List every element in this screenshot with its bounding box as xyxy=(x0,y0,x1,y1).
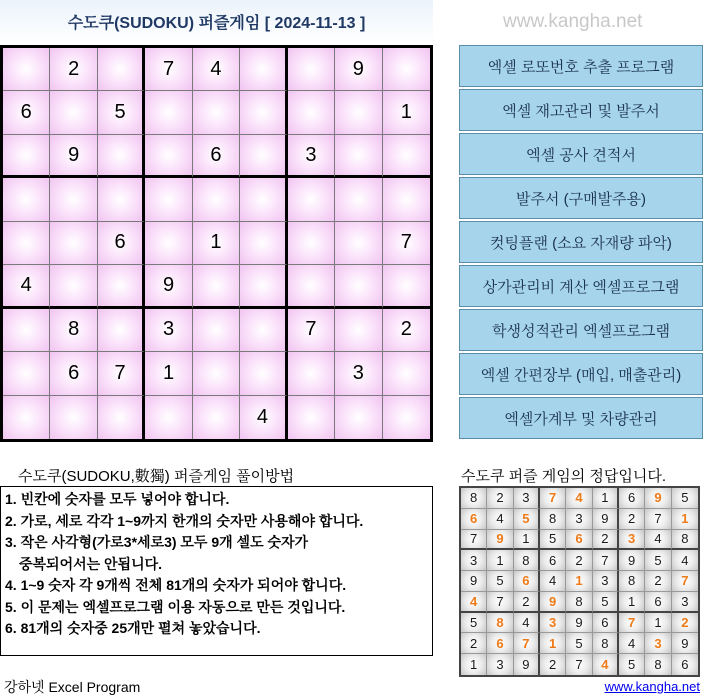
sudoku-puzzle-grid xyxy=(0,45,433,442)
howto-line-6: 6. 81개의 숫자중 25개만 펼쳐 놓았습니다. xyxy=(5,620,261,636)
puzzle-cell[interactable] xyxy=(50,265,97,308)
puzzle-cell[interactable] xyxy=(145,396,192,439)
answer-cell: 7 xyxy=(566,654,592,675)
answer-cell: 8 xyxy=(487,613,513,634)
answer-cell: 4 xyxy=(619,633,645,654)
puzzle-cell[interactable] xyxy=(288,48,335,91)
footer-brand: 강하넷 Excel Program xyxy=(4,679,141,695)
menu-item[interactable]: 엑셀가계부 및 차량관리 xyxy=(459,397,703,439)
answer-cell: 1 xyxy=(672,509,698,530)
puzzle-cell[interactable] xyxy=(288,396,335,439)
puzzle-cell[interactable] xyxy=(288,91,335,134)
answer-cell: 5 xyxy=(540,530,566,551)
answer-cell: 2 xyxy=(540,654,566,675)
puzzle-cell[interactable] xyxy=(240,352,287,395)
answer-cell: 2 xyxy=(461,633,487,654)
puzzle-cell[interactable]: 5 xyxy=(98,91,145,134)
answer-cell: 2 xyxy=(514,592,540,613)
puzzle-cell[interactable] xyxy=(335,222,382,265)
answer-cell: 7 xyxy=(487,592,513,613)
howto-box xyxy=(0,486,433,656)
puzzle-cell[interactable]: 6 xyxy=(193,135,240,178)
puzzle-cell[interactable] xyxy=(383,265,430,308)
menu-item[interactable]: 발주서 (구매발주용) xyxy=(459,177,703,219)
menu-item[interactable]: 엑셀 간편장부 (매입, 매출관리) xyxy=(459,353,703,395)
answer-cell: 5 xyxy=(645,550,671,571)
answer-cell: 8 xyxy=(593,633,619,654)
howto-line-3: 3. 작은 사각형(가로3*세로3) 모두 9개 셀도 숫자가 xyxy=(5,534,309,550)
puzzle-cell[interactable] xyxy=(383,396,430,439)
answer-cell: 6 xyxy=(487,633,513,654)
puzzle-cell[interactable] xyxy=(3,48,50,91)
puzzle-cell[interactable]: 4 xyxy=(3,265,50,308)
puzzle-cell[interactable] xyxy=(145,135,192,178)
howto-line-4: 4. 1~9 숫자 각 9개씩 전체 81개의 숫자가 되어야 합니다. xyxy=(5,577,347,593)
puzzle-cell[interactable]: 9 xyxy=(145,265,192,308)
answer-cell: 1 xyxy=(645,613,671,634)
answer-cell: 1 xyxy=(540,633,566,654)
answer-cell: 3 xyxy=(487,654,513,675)
answer-cell: 1 xyxy=(487,550,513,571)
puzzle-cell[interactable]: 7 xyxy=(288,309,335,352)
puzzle-cell[interactable] xyxy=(288,352,335,395)
puzzle-cell[interactable] xyxy=(145,91,192,134)
answer-cell: 9 xyxy=(566,613,592,634)
puzzle-cell[interactable] xyxy=(240,91,287,134)
puzzle-cell[interactable] xyxy=(98,135,145,178)
puzzle-cell[interactable] xyxy=(3,396,50,439)
answer-cell: 4 xyxy=(566,488,592,509)
answer-cell: 4 xyxy=(593,654,619,675)
answer-cell: 5 xyxy=(593,592,619,613)
answer-cell: 4 xyxy=(672,550,698,571)
puzzle-cell[interactable] xyxy=(193,396,240,439)
answer-cell: 4 xyxy=(514,613,540,634)
page-title: 수도쿠(SUDOKU) 퍼즐게임 [ 2024-11-13 ] xyxy=(67,15,366,32)
answer-cell: 9 xyxy=(514,654,540,675)
puzzle-cell[interactable] xyxy=(3,222,50,265)
answer-cell: 4 xyxy=(540,571,566,592)
answer-cell: 2 xyxy=(672,613,698,634)
site-watermark: www.kangha.net xyxy=(503,11,643,32)
puzzle-cell[interactable] xyxy=(98,396,145,439)
menu-item[interactable]: 엑셀 공사 견적서 xyxy=(459,133,703,175)
answer-cell: 6 xyxy=(566,530,592,551)
puzzle-cell[interactable] xyxy=(145,178,192,221)
puzzle-cell[interactable] xyxy=(3,135,50,178)
answer-cell: 3 xyxy=(672,592,698,613)
puzzle-cell[interactable] xyxy=(240,178,287,221)
puzzle-cell[interactable] xyxy=(98,48,145,91)
puzzle-cell[interactable] xyxy=(50,222,97,265)
program-menu xyxy=(459,45,703,441)
answer-cell: 4 xyxy=(461,592,487,613)
puzzle-cell[interactable] xyxy=(50,396,97,439)
answer-cell: 7 xyxy=(593,550,619,571)
puzzle-cell[interactable]: 3 xyxy=(145,309,192,352)
puzzle-cell[interactable]: 7 xyxy=(145,48,192,91)
answer-cell: 7 xyxy=(672,571,698,592)
puzzle-cell[interactable] xyxy=(193,352,240,395)
answer-cell: 1 xyxy=(514,530,540,551)
puzzle-cell[interactable] xyxy=(98,309,145,352)
answer-cell: 6 xyxy=(461,509,487,530)
answer-cell: 5 xyxy=(672,488,698,509)
puzzle-cell[interactable] xyxy=(98,178,145,221)
answer-cell: 2 xyxy=(566,550,592,571)
answer-cell: 9 xyxy=(487,530,513,551)
answer-cell: 9 xyxy=(672,633,698,654)
puzzle-cell[interactable]: 3 xyxy=(288,135,335,178)
answer-cell: 7 xyxy=(514,633,540,654)
answer-cell: 9 xyxy=(645,488,671,509)
puzzle-cell[interactable]: 8 xyxy=(50,309,97,352)
answer-cell: 8 xyxy=(672,530,698,551)
puzzle-cell[interactable] xyxy=(335,396,382,439)
puzzle-cell[interactable] xyxy=(193,265,240,308)
answer-cell: 9 xyxy=(461,571,487,592)
answer-cell: 1 xyxy=(461,654,487,675)
howto-title: 수도쿠(SUDOKU,數獨) 퍼즐게임 풀이방법 xyxy=(18,468,295,485)
puzzle-cell[interactable] xyxy=(335,135,382,178)
answer-cell: 7 xyxy=(540,488,566,509)
puzzle-cell[interactable] xyxy=(3,309,50,352)
puzzle-cell[interactable]: 7 xyxy=(383,222,430,265)
howto-line-3-cont: 중복되어서는 안됩니다. xyxy=(19,555,163,572)
answer-cell: 3 xyxy=(645,633,671,654)
answer-cell: 5 xyxy=(566,633,592,654)
puzzle-cell[interactable] xyxy=(240,309,287,352)
puzzle-cell[interactable] xyxy=(240,48,287,91)
puzzle-cell[interactable]: 2 xyxy=(50,48,97,91)
howto-line-2: 2. 가로, 세로 각각 1~9까지 한개의 숫자만 사용해야 합니다. xyxy=(5,512,364,529)
puzzle-cell[interactable]: 9 xyxy=(335,48,382,91)
puzzle-cell[interactable]: 9 xyxy=(50,135,97,178)
puzzle-cell[interactable]: 6 xyxy=(98,222,145,265)
puzzle-cell[interactable]: 2 xyxy=(383,309,430,352)
answer-cell: 3 xyxy=(461,550,487,571)
answer-cell: 3 xyxy=(619,530,645,551)
puzzle-cell[interactable] xyxy=(193,309,240,352)
answer-cell: 5 xyxy=(487,571,513,592)
puzzle-cell[interactable] xyxy=(335,309,382,352)
answer-cell: 3 xyxy=(514,488,540,509)
puzzle-cell[interactable] xyxy=(335,91,382,134)
puzzle-cell[interactable]: 1 xyxy=(383,91,430,134)
answer-grid xyxy=(459,486,700,677)
answer-cell: 4 xyxy=(487,509,513,530)
answer-cell: 6 xyxy=(593,613,619,634)
answer-cell: 6 xyxy=(619,488,645,509)
puzzle-cell[interactable]: 3 xyxy=(335,352,382,395)
answer-cell: 6 xyxy=(672,654,698,675)
answer-cell: 3 xyxy=(593,571,619,592)
puzzle-cell[interactable]: 1 xyxy=(145,352,192,395)
footer-link[interactable]: www.kangha.net xyxy=(604,679,700,694)
answer-cell: 5 xyxy=(514,509,540,530)
puzzle-cell[interactable] xyxy=(240,135,287,178)
answer-cell: 1 xyxy=(566,571,592,592)
menu-item[interactable]: 학생성적관리 엑셀프로그램 xyxy=(459,309,703,351)
menu-item[interactable]: 상가관리비 계산 엑셀프로그램 xyxy=(459,265,703,307)
answer-cell: 8 xyxy=(461,488,487,509)
puzzle-cell[interactable] xyxy=(240,222,287,265)
puzzle-cell[interactable] xyxy=(383,135,430,178)
answer-cell: 6 xyxy=(540,550,566,571)
answer-cell: 5 xyxy=(461,613,487,634)
answer-title: 수도쿠 퍼즐 게임의 정답입니다. xyxy=(461,468,667,485)
puzzle-cell[interactable] xyxy=(50,178,97,221)
puzzle-cell[interactable] xyxy=(3,352,50,395)
answer-cell: 7 xyxy=(619,613,645,634)
puzzle-cell[interactable] xyxy=(3,178,50,221)
answer-cell: 2 xyxy=(645,571,671,592)
puzzle-cell[interactable]: 6 xyxy=(3,91,50,134)
puzzle-cell[interactable] xyxy=(288,265,335,308)
answer-cell: 2 xyxy=(593,530,619,551)
answer-cell: 6 xyxy=(645,592,671,613)
answer-cell: 5 xyxy=(619,654,645,675)
puzzle-cell[interactable]: 4 xyxy=(193,48,240,91)
puzzle-cell[interactable] xyxy=(383,48,430,91)
puzzle-cell[interactable] xyxy=(288,178,335,221)
answer-cell: 1 xyxy=(619,592,645,613)
answer-cell: 8 xyxy=(566,592,592,613)
puzzle-cell[interactable]: 1 xyxy=(193,222,240,265)
answer-cell: 4 xyxy=(645,530,671,551)
answer-cell: 3 xyxy=(540,613,566,634)
puzzle-cell[interactable] xyxy=(145,222,192,265)
puzzle-cell[interactable] xyxy=(288,222,335,265)
answer-cell: 2 xyxy=(487,488,513,509)
puzzle-cell[interactable] xyxy=(240,265,287,308)
answer-cell: 7 xyxy=(461,530,487,551)
puzzle-cell[interactable]: 6 xyxy=(50,352,97,395)
puzzle-cell[interactable]: 7 xyxy=(98,352,145,395)
answer-cell: 9 xyxy=(619,550,645,571)
answer-cell: 1 xyxy=(593,488,619,509)
puzzle-cell[interactable] xyxy=(383,178,430,221)
answer-cell: 8 xyxy=(514,550,540,571)
answer-cell: 9 xyxy=(540,592,566,613)
howto-line-5: 5. 이 문제는 엑셀프로그램 이용 자동으로 만든 것입니다. xyxy=(5,598,346,615)
howto-line-1: 1. 빈칸에 숫자를 모두 넣어야 합니다. xyxy=(5,491,230,507)
answer-cell: 3 xyxy=(566,509,592,530)
puzzle-cell[interactable] xyxy=(50,91,97,134)
puzzle-cell[interactable] xyxy=(383,352,430,395)
puzzle-cell[interactable] xyxy=(335,178,382,221)
answer-cell: 8 xyxy=(540,509,566,530)
puzzle-cell[interactable] xyxy=(193,178,240,221)
menu-item[interactable]: 컷팅플랜 (소요 자재량 파악) xyxy=(459,221,703,263)
answer-cell: 6 xyxy=(514,571,540,592)
answer-cell: 9 xyxy=(593,509,619,530)
answer-cell: 8 xyxy=(619,571,645,592)
puzzle-cell[interactable] xyxy=(193,91,240,134)
puzzle-cell[interactable]: 4 xyxy=(240,396,287,439)
menu-item[interactable]: 엑셀 재고관리 및 발주서 xyxy=(459,89,703,131)
answer-cell: 2 xyxy=(619,509,645,530)
puzzle-cell[interactable] xyxy=(98,265,145,308)
answer-cell: 8 xyxy=(645,654,671,675)
answer-cell: 7 xyxy=(645,509,671,530)
puzzle-cell[interactable] xyxy=(335,265,382,308)
menu-item[interactable]: 엑셀 로또번호 추출 프로그램 xyxy=(459,45,703,87)
